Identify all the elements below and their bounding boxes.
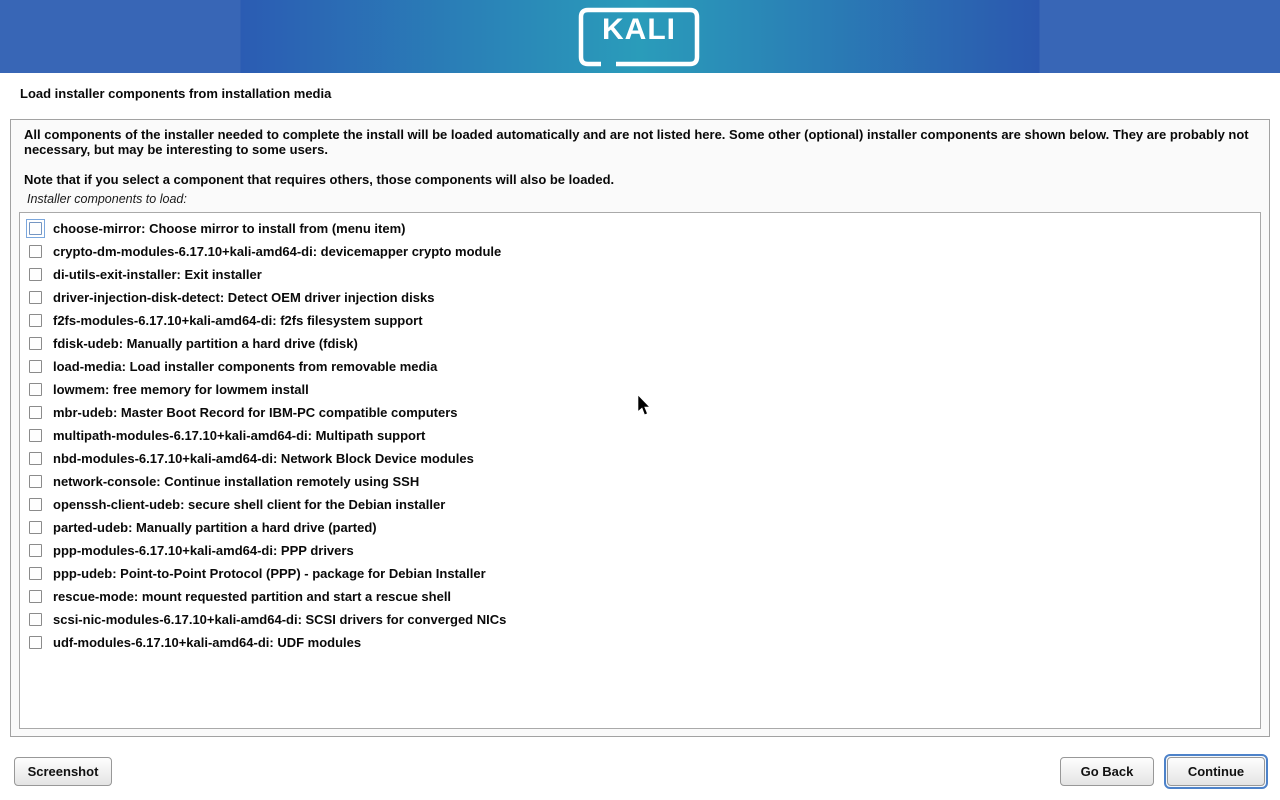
- component-checkbox[interactable]: [29, 383, 42, 396]
- kali-logo-text: KALI: [602, 13, 676, 46]
- component-row[interactable]: [20, 470, 1260, 493]
- component-label: parted-udeb: Manually partition a hard drive (parted): [53, 520, 377, 535]
- checkbox-focus-ring: [26, 334, 45, 353]
- checkbox-focus-ring: [26, 541, 45, 560]
- component-label: crypto-dm-modules-6.17.10+kali-amd64-di: devicemapper crypto module: [53, 244, 502, 259]
- checkbox-focus-ring: [26, 242, 45, 261]
- component-row[interactable]: [20, 516, 1260, 539]
- content-frame: [10, 119, 1270, 737]
- component-checkbox[interactable]: [29, 636, 42, 649]
- components-list-label: Installer components to load:: [27, 192, 187, 206]
- checkbox-focus-ring: [26, 449, 45, 468]
- component-row[interactable]: [20, 539, 1260, 562]
- checkbox-focus-ring: [26, 288, 45, 307]
- component-row[interactable]: [20, 608, 1260, 631]
- component-label: choose-mirror: Choose mirror to install from (menu item): [53, 221, 406, 236]
- component-label: network-console: Continue installation remotely using SSH: [53, 474, 420, 489]
- checkbox-focus-ring: [26, 380, 45, 399]
- component-label: udf-modules-6.17.10+kali-amd64-di: UDF modules: [53, 635, 362, 650]
- checkbox-focus-ring: [26, 610, 45, 629]
- component-checkbox[interactable]: [29, 544, 42, 557]
- component-checkbox[interactable]: [29, 590, 42, 603]
- checkbox-focus-ring: [26, 311, 45, 330]
- component-checkbox[interactable]: [29, 245, 42, 258]
- component-row[interactable]: [20, 263, 1260, 286]
- component-label: mbr-udeb: Master Boot Record for IBM-PC compatible computers: [53, 405, 458, 420]
- component-row[interactable]: [20, 631, 1260, 654]
- component-label: rescue-mode: mount requested partition and start a rescue shell: [53, 589, 452, 604]
- component-row[interactable]: [20, 585, 1260, 608]
- checkbox-focus-ring: [26, 426, 45, 445]
- component-checkbox[interactable]: [29, 452, 42, 465]
- component-label: driver-injection-disk-detect: Detect OEM driver injection disks: [53, 290, 435, 305]
- component-label: ppp-udeb: Point-to-Point Protocol (PPP) - package for Debian Installer: [53, 566, 486, 581]
- checkbox-focus-ring: [26, 265, 45, 284]
- component-row[interactable]: [20, 493, 1260, 516]
- checkbox-focus-ring: [26, 495, 45, 514]
- component-label: scsi-nic-modules-6.17.10+kali-amd64-di: SCSI drivers for converged NICs: [53, 612, 507, 627]
- component-checkbox[interactable]: [29, 337, 42, 350]
- component-checkbox[interactable]: [29, 360, 42, 373]
- component-label: di-utils-exit-installer: Exit installer: [53, 267, 262, 282]
- checkbox-focus-ring: [26, 219, 45, 238]
- checkbox-focus-ring: [26, 518, 45, 537]
- component-checkbox[interactable]: [29, 314, 42, 327]
- checkbox-focus-ring: [26, 472, 45, 491]
- component-checkbox[interactable]: [29, 498, 42, 511]
- component-label: lowmem: free memory for lowmem install: [53, 382, 309, 397]
- component-checkbox[interactable]: [29, 291, 42, 304]
- continue-button[interactable]: Continue: [1167, 757, 1265, 786]
- checkbox-focus-ring: [26, 403, 45, 422]
- component-checkbox[interactable]: [29, 406, 42, 419]
- component-label: ppp-modules-6.17.10+kali-amd64-di: PPP drivers: [53, 543, 354, 558]
- component-row[interactable]: [20, 309, 1260, 332]
- component-row[interactable]: [20, 240, 1260, 263]
- installer-banner: [0, 0, 1280, 73]
- checkbox-focus-ring: [26, 633, 45, 652]
- component-checkbox[interactable]: [29, 567, 42, 580]
- go-back-button[interactable]: Go Back: [1060, 757, 1154, 786]
- kali-logo: [578, 7, 700, 67]
- component-row[interactable]: [20, 562, 1260, 585]
- intro-paragraph-1: All components of the installer needed to complete the install will be loaded automatically and are not listed here. Some other (optional) installer components are shown below. They are probably not necessary, but may be interesting to some users.: [24, 127, 1249, 157]
- component-label: load-media: Load installer components from removable media: [53, 359, 438, 374]
- component-checkbox[interactable]: [29, 222, 42, 235]
- component-checkbox[interactable]: [29, 475, 42, 488]
- component-label: openssh-client-udeb: secure shell client for the Debian installer: [53, 497, 446, 512]
- component-row[interactable]: [20, 286, 1260, 309]
- components-list: [19, 212, 1261, 729]
- component-checkbox[interactable]: [29, 268, 42, 281]
- component-label: fdisk-udeb: Manually partition a hard drive (fdisk): [53, 336, 358, 351]
- component-checkbox[interactable]: [29, 521, 42, 534]
- component-checkbox[interactable]: [29, 429, 42, 442]
- component-row[interactable]: [20, 332, 1260, 355]
- mouse-cursor-icon: [637, 395, 651, 416]
- component-label: nbd-modules-6.17.10+kali-amd64-di: Network Block Device modules: [53, 451, 474, 466]
- component-checkbox[interactable]: [29, 613, 42, 626]
- intro-paragraph-2: Note that if you select a component that requires others, those components will also be loaded.: [24, 172, 615, 187]
- checkbox-focus-ring: [26, 357, 45, 376]
- screenshot-button[interactable]: Screenshot: [14, 757, 112, 786]
- checkbox-focus-ring: [26, 564, 45, 583]
- component-label: f2fs-modules-6.17.10+kali-amd64-di: f2fs filesystem support: [53, 313, 423, 328]
- component-row[interactable]: [20, 447, 1260, 470]
- component-row[interactable]: [20, 217, 1260, 240]
- component-row[interactable]: [20, 424, 1260, 447]
- component-row[interactable]: [20, 355, 1260, 378]
- checkbox-focus-ring: [26, 587, 45, 606]
- page-title: Load installer components from installation media: [20, 86, 332, 101]
- component-label: multipath-modules-6.17.10+kali-amd64-di: Multipath support: [53, 428, 426, 443]
